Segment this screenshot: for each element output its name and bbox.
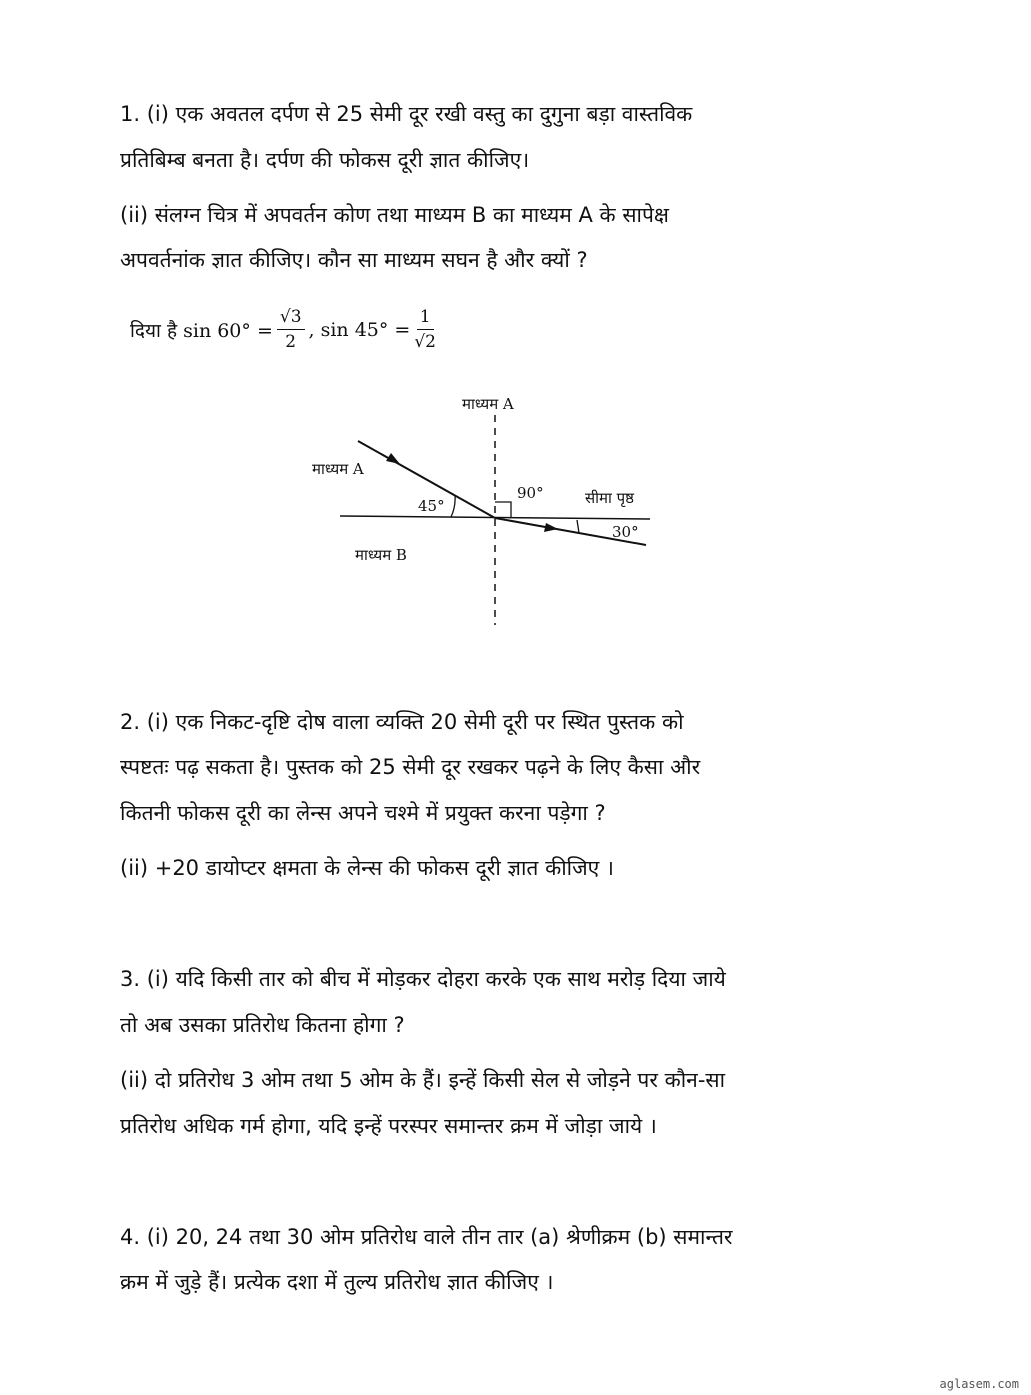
q2-line-3: कितनी फोकस दूरी का लेन्स अपने चश्मे में प्रयुक्त करना पड़ेगा ? [120,801,606,825]
q1-line-3: (ii) संलग्न चित्र में अपवर्तन कोण तथा माध्यम B का माध्यम A के सापेक्ष [120,203,669,227]
q3-line-2: तो अब उसका प्रतिरोध कितना होगा ? [120,1013,405,1037]
label-medium-b: माध्यम B [355,546,407,564]
watermark: aglasem.com [939,1377,1019,1391]
q3-line-3: (ii) दो प्रतिरोध 3 ओम तथा 5 ओम के हैं। इन्हें किसी सेल से जोड़ने पर कौन-सा [120,1068,726,1092]
q4-line-2: क्रम में जुड़े हैं। प्रत्येक दशा में तुल्य प्रतिरोध ज्ञात कीजिए । [120,1270,554,1294]
fraction-denominator: √2 [414,332,436,352]
fraction-numerator: 1 [417,305,434,330]
q1-line-4: अपवर्तनांक ज्ञात कीजिए। कौन सा माध्यम सघन है और क्यों ? [120,248,588,272]
refracted-angle-mark [577,520,579,533]
q2-line-1: 2. (i) एक निकट-दृष्टि दोष वाला व्यक्ति 20 सेमी दूरी पर स्थित पुस्तक को [120,710,684,734]
q1-line-1: 1. (i) एक अवतल दर्पण से 25 सेमी दूर रखी वस्तु का दुगुना बड़ा वास्तविक [120,102,693,126]
given-values [130,305,440,354]
q2-line-2: स्पष्टतः पढ़ सकता है। पुस्तक को 25 सेमी दूर रखकर पढ़ने के लिए कैसा और [120,755,701,779]
angle-refracted-label: 30° [612,523,639,541]
incident-angle-arc [451,495,455,517]
label-medium-a: माध्यम A [312,460,364,478]
q3-line-4: प्रतिरोध अधिक गर्म होगा, यदि इन्हें परस्पर समान्तर क्रम में जोड़ा जाये । [120,1114,657,1138]
fraction-1-over-sqrt2 [414,305,436,354]
incident-arrow-icon [386,453,400,464]
angle-normal-label: 90° [517,484,544,502]
angle-incident-label: 45° [418,497,445,515]
label-boundary: सीमा पृष्ठ [585,489,635,507]
given-mid: , sin 45° = [308,318,411,341]
right-angle-mark [495,502,511,518]
q2-line-4: (ii) +20 डायोप्टर क्षमता के लेन्स की फोकस दूरी ज्ञात कीजिए । [120,856,614,880]
q1-line-2: प्रतिबिम्ब बनता है। दर्पण की फोकस दूरी ज्ञात कीजिए। [120,148,530,172]
given-prefix: दिया है sin 60° = [130,319,273,342]
fraction-denominator: 2 [285,332,297,352]
q4-line-1: 4. (i) 20, 24 तथा 30 ओम प्रतिरोध वाले तीन तार (a) श्रेणीक्रम (b) समान्तर [120,1225,733,1249]
fraction-numerator: √3 [277,305,305,330]
q3-line-1: 3. (i) यदि किसी तार को बीच में मोड़कर दोहरा करके एक साथ मरोड़ दिया जाये [120,967,726,991]
refraction-diagram [290,385,670,630]
fraction-sqrt3-over-2 [277,305,305,354]
refracted-arrow-icon [544,523,558,532]
label-top-medium-a: माध्यम A [462,395,514,413]
